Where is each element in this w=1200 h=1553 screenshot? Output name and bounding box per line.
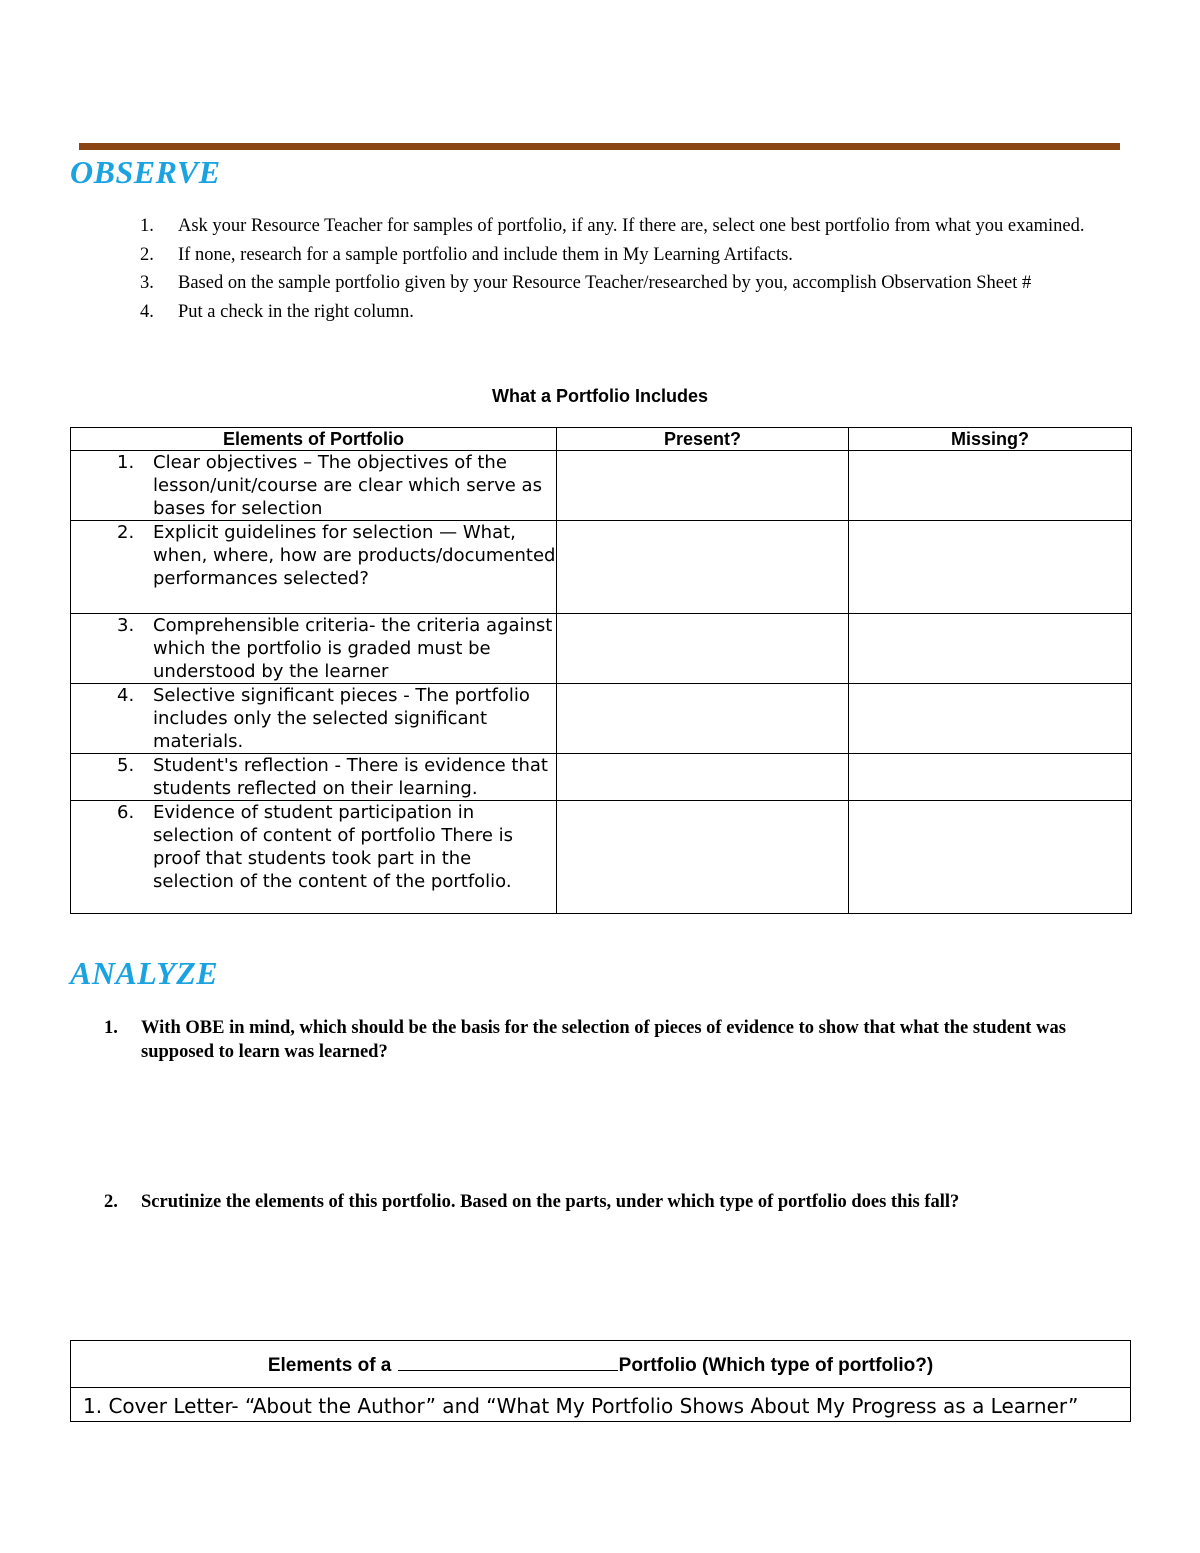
analyze-heading: ANALYZE: [70, 955, 219, 991]
item-number: 1.: [140, 216, 154, 236]
item-text: Ask your Resource Teacher for samples of portfolio, if any. If there are, select one best portfolio from what you examined.: [178, 216, 1085, 236]
observe-instructions: [140, 212, 1115, 326]
list-item: [140, 269, 1115, 298]
table-header-row: [71, 1341, 1131, 1388]
missing-cell[interactable]: [849, 451, 1132, 521]
header-present: Present?: [557, 428, 849, 451]
missing-cell[interactable]: [849, 801, 1132, 914]
element-text: Explicit guidelines for selection — What, when, where, how are products/documented performances selected?: [153, 522, 556, 589]
question-number: 2.: [104, 1192, 118, 1212]
list-item: [104, 1016, 1114, 1064]
item-number: 2.: [140, 244, 154, 265]
item-number: 3.: [140, 273, 154, 293]
header-prefix: Elements of a: [267, 1354, 392, 1376]
list-item: [140, 241, 1115, 270]
header-missing: Missing?: [849, 428, 1132, 451]
row-number: 3.: [117, 615, 135, 636]
missing-cell[interactable]: [849, 614, 1132, 684]
header-elements: Elements of Portfolio: [71, 428, 557, 451]
table-row: [71, 451, 1132, 521]
portfolio-type-blank[interactable]: [398, 1352, 618, 1371]
observe-heading: OBSERVE: [70, 154, 221, 190]
question-text: Scrutinize the elements of this portfolio. Based on the parts, under which type of portfolio does this fall?: [141, 1192, 960, 1212]
element-text: Evidence of student participation in selection of content of portfolio There is proof that students took part in the selection of the content of the portfolio.: [153, 802, 514, 892]
present-cell[interactable]: [557, 451, 849, 521]
top-divider: [79, 143, 1120, 150]
list-item: [140, 212, 1115, 241]
table-row: [71, 754, 1132, 801]
table-row: [71, 521, 1132, 614]
table-caption: What a Portfolio Includes: [491, 386, 708, 406]
row-number: 4.: [117, 685, 135, 706]
element-cell: [71, 614, 557, 684]
item-number: 4.: [140, 301, 154, 322]
table-header-row: [71, 428, 1132, 451]
missing-cell[interactable]: [849, 521, 1132, 614]
portfolio-elements-table: [70, 427, 1132, 914]
portfolio-type-header: [71, 1341, 1131, 1388]
table-row: [71, 684, 1132, 754]
analyze-question-2: [104, 1190, 1114, 1214]
present-cell[interactable]: [557, 614, 849, 684]
list-item: [140, 298, 1115, 327]
table-row: [71, 1388, 1131, 1422]
item-text: If none, research for a sample portfolio and include them in My Learning Artifacts.: [178, 244, 793, 265]
element-cell: [71, 754, 557, 801]
element-cell: [71, 521, 557, 614]
element-cell: [71, 451, 557, 521]
cover-letter-row: 1. Cover Letter- “About the Author” and “What My Portfolio Shows About My Progress as a Learner”: [71, 1388, 1131, 1422]
header-suffix: Portfolio (Which type of portfolio?): [618, 1354, 934, 1376]
row-number: 1.: [117, 452, 135, 473]
present-cell[interactable]: [557, 521, 849, 614]
list-item: [104, 1190, 1114, 1214]
element-cell: [71, 801, 557, 914]
question-text: With OBE in mind, which should be the basis for the selection of pieces of evidence to show that what the student was supposed to learn was learned?: [141, 1018, 1066, 1062]
question-number: 1.: [104, 1018, 118, 1038]
element-text: Comprehensible criteria- the criteria against which the portfolio is graded must be understood by the learner: [153, 615, 553, 682]
table-row: [71, 801, 1132, 914]
missing-cell[interactable]: [849, 754, 1132, 801]
element-text: Student's reflection - There is evidence that students reflected on their learning.: [153, 755, 548, 799]
portfolio-type-table: [70, 1340, 1131, 1422]
row-number: 2.: [117, 522, 135, 543]
element-cell: [71, 684, 557, 754]
item-text: Based on the sample portfolio given by your Resource Teacher/researched by you, accomplish Observation Sheet #: [178, 273, 1032, 293]
element-text: Clear objectives – The objectives of the lesson/unit/course are clear which serve as bases for selection: [153, 452, 542, 519]
element-text: Selective significant pieces - The portfolio includes only the selected significant materials.: [153, 685, 530, 752]
present-cell[interactable]: [557, 754, 849, 801]
analyze-question-1: [104, 1016, 1114, 1064]
present-cell[interactable]: [557, 801, 849, 914]
present-cell[interactable]: [557, 684, 849, 754]
row-number: 5.: [117, 755, 135, 776]
item-text: Put a check in the right column.: [178, 301, 414, 322]
row-number: 6.: [117, 802, 135, 823]
missing-cell[interactable]: [849, 684, 1132, 754]
table-row: [71, 614, 1132, 684]
